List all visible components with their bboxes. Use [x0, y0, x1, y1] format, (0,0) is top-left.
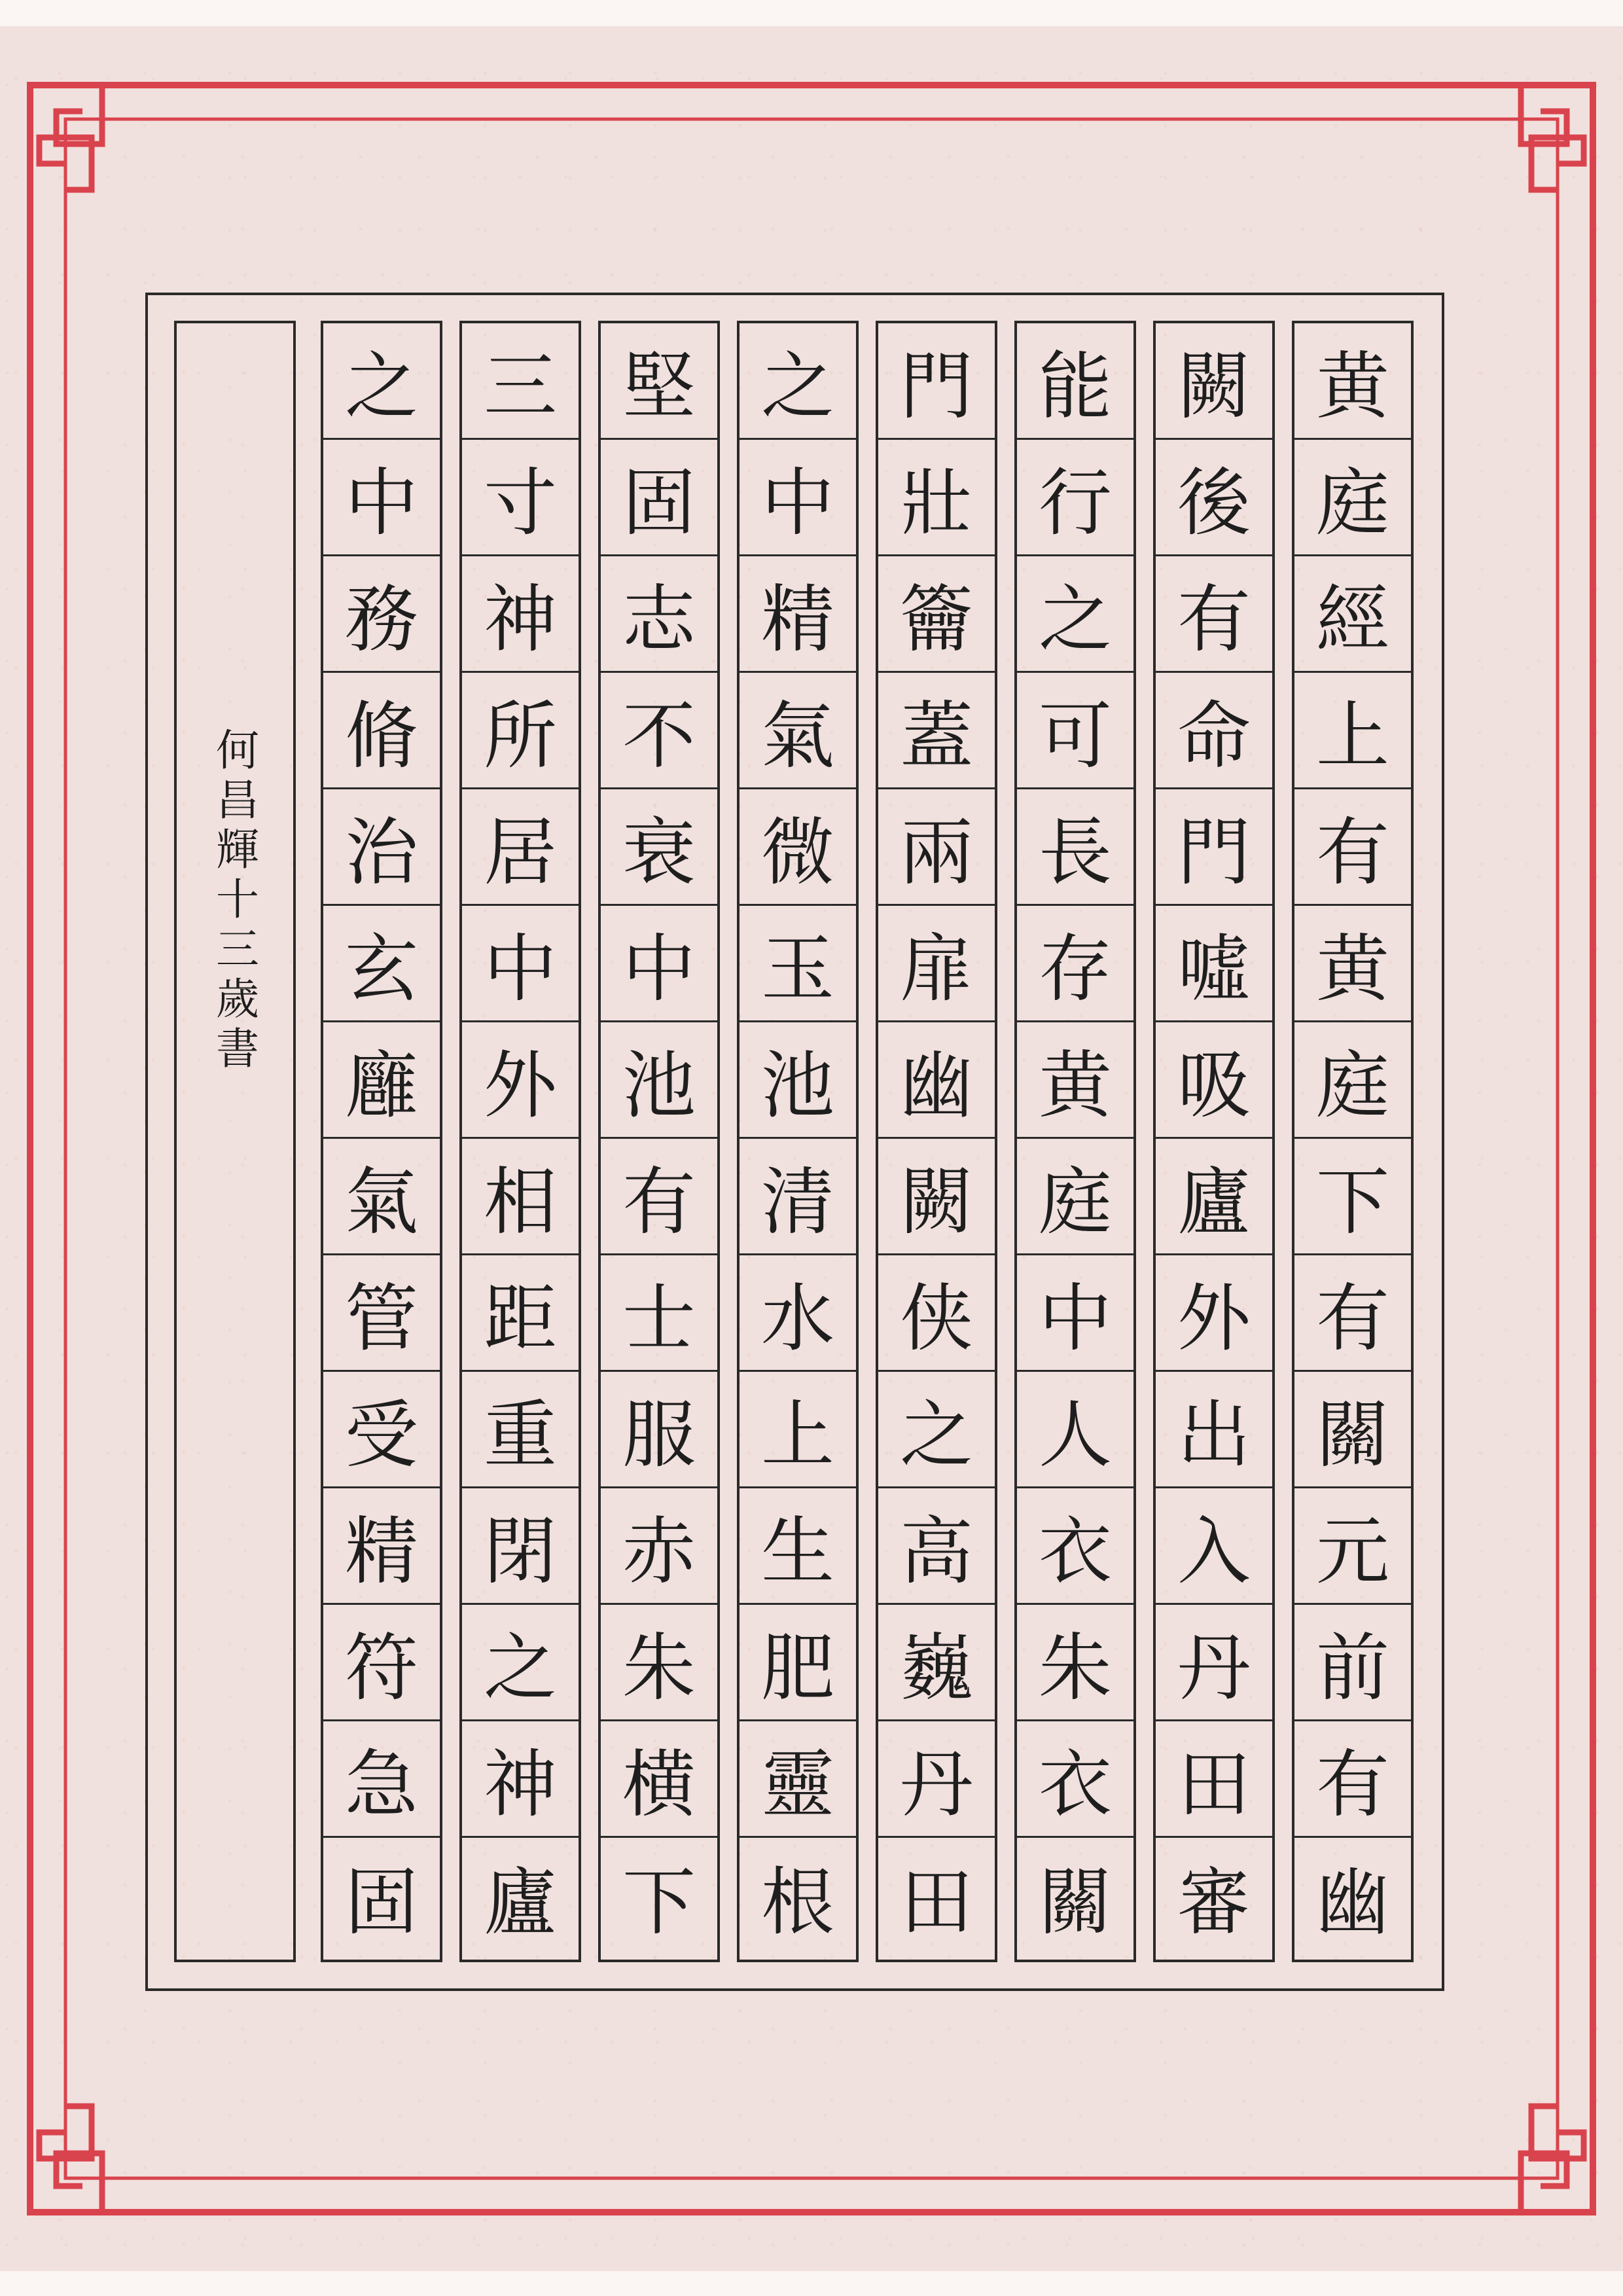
char-cell: 兩 [878, 789, 995, 906]
char-cell: 氣 [323, 1139, 440, 1255]
char-cell: 之 [1017, 556, 1133, 673]
char-cell: 噓 [1156, 906, 1272, 1022]
char-cell: 朱 [1017, 1605, 1133, 1721]
text-column-6 [598, 321, 720, 1962]
char-cell: 上 [740, 1372, 856, 1488]
text-column-3 [1014, 321, 1136, 1962]
char-cell: 蓋 [878, 673, 995, 789]
char-cell: 有 [601, 1139, 717, 1255]
char-cell: 前 [1294, 1605, 1411, 1721]
char-cell: 長 [1017, 789, 1133, 906]
char-cell: 中 [323, 440, 440, 556]
char-cell: 治 [323, 789, 440, 906]
char-cell: 衣 [1017, 1488, 1133, 1605]
char-cell: 衰 [601, 789, 717, 906]
char-cell: 符 [323, 1605, 440, 1721]
char-cell: 所 [462, 673, 579, 789]
char-cell: 生 [740, 1488, 856, 1605]
char-cell: 籥 [878, 556, 995, 673]
char-cell: 神 [462, 556, 579, 673]
char-cell: 庭 [1017, 1139, 1133, 1255]
char-cell: 士 [601, 1255, 717, 1372]
text-column-1 [1292, 321, 1414, 1962]
char-cell: 志 [601, 556, 717, 673]
char-cell: 可 [1017, 673, 1133, 789]
char-cell: 廬 [484, 1859, 557, 1945]
char-cell: 行 [1017, 440, 1133, 556]
char-cell: 田 [1156, 1721, 1272, 1838]
char-cell: 池 [740, 1022, 856, 1139]
char-cell: 固 [601, 440, 717, 556]
char-cell: 閉 [462, 1488, 579, 1605]
char-cell: 朱 [601, 1605, 717, 1721]
char-cell: 固 [345, 1859, 418, 1945]
char-cell: 精 [740, 556, 856, 673]
char-cell: 上 [1294, 673, 1411, 789]
char-cell: 之 [323, 323, 440, 440]
char-cell: 幽 [1316, 1859, 1389, 1945]
char-cell: 侠 [878, 1255, 995, 1372]
char-cell: 中 [462, 906, 579, 1022]
char-cell: 有 [1156, 556, 1272, 673]
char-cell: 庭 [1294, 1022, 1411, 1139]
char-cell: 黄 [1294, 323, 1411, 440]
char-cell: 務 [323, 556, 440, 673]
char-cell: 有 [1294, 1255, 1411, 1372]
char-cell: 廬 [1156, 1139, 1272, 1255]
char-cell: 黄 [1017, 1022, 1133, 1139]
char-cell: 中 [740, 440, 856, 556]
text-column-8 [321, 321, 442, 1962]
char-cell: 門 [1156, 789, 1272, 906]
char-cell: 不 [601, 673, 717, 789]
text-column-5 [737, 321, 859, 1962]
char-cell: 後 [1156, 440, 1272, 556]
char-cell: 高 [878, 1488, 995, 1605]
char-cell: 元 [1294, 1488, 1411, 1605]
char-cell: 之 [740, 323, 856, 440]
char-cell: 精 [323, 1488, 440, 1605]
char-cell: 之 [878, 1372, 995, 1488]
char-cell: 靈 [740, 1721, 856, 1838]
char-cell: 肥 [740, 1605, 856, 1721]
char-cell: 下 [1294, 1139, 1411, 1255]
char-cell: 存 [1017, 906, 1133, 1022]
char-cell: 巍 [878, 1605, 995, 1721]
char-cell: 急 [323, 1721, 440, 1838]
char-cell: 三 [462, 323, 579, 440]
char-cell: 清 [740, 1139, 856, 1255]
char-cell: 幽 [878, 1022, 995, 1139]
char-cell: 微 [740, 789, 856, 906]
char-cell: 有 [1294, 789, 1411, 906]
char-cell: 丹 [878, 1721, 995, 1838]
char-cell: 服 [601, 1372, 717, 1488]
char-cell: 中 [601, 906, 717, 1022]
char-cell: 管 [323, 1255, 440, 1372]
char-cell: 外 [462, 1022, 579, 1139]
char-cell: 廱 [323, 1022, 440, 1139]
char-cell: 赤 [601, 1488, 717, 1605]
char-cell: 闕 [878, 1139, 995, 1255]
char-cell: 池 [601, 1022, 717, 1139]
char-cell: 關 [1294, 1372, 1411, 1488]
char-cell: 有 [1294, 1721, 1411, 1838]
char-cell: 距 [462, 1255, 579, 1372]
char-cell: 横 [601, 1721, 717, 1838]
signature-text: 何昌輝十三歲書 [216, 725, 259, 1074]
char-cell: 氣 [740, 673, 856, 789]
char-cell: 脩 [323, 673, 440, 789]
char-cell: 玄 [323, 906, 440, 1022]
char-cell: 寸 [462, 440, 579, 556]
char-cell: 玉 [740, 906, 856, 1022]
char-cell: 田 [900, 1859, 973, 1945]
char-cell: 下 [622, 1859, 696, 1945]
char-cell: 經 [1294, 556, 1411, 673]
char-cell: 入 [1156, 1488, 1272, 1605]
char-cell: 相 [462, 1139, 579, 1255]
char-cell: 壯 [878, 440, 995, 556]
char-cell: 重 [462, 1372, 579, 1488]
char-cell: 根 [761, 1859, 834, 1945]
char-cell: 出 [1156, 1372, 1272, 1488]
char-cell: 門 [878, 323, 995, 440]
text-column-7 [459, 321, 581, 1962]
char-cell: 黄 [1294, 906, 1411, 1022]
char-cell: 丹 [1156, 1605, 1272, 1721]
char-cell: 居 [462, 789, 579, 906]
char-cell: 能 [1017, 323, 1133, 440]
char-cell: 關 [1039, 1859, 1112, 1945]
char-cell: 命 [1156, 673, 1272, 789]
char-cell: 衣 [1017, 1721, 1133, 1838]
text-column-4 [876, 321, 997, 1962]
char-cell: 受 [323, 1372, 440, 1488]
char-cell: 庭 [1294, 440, 1411, 556]
char-cell: 審 [1177, 1859, 1251, 1945]
char-cell: 堅 [601, 323, 717, 440]
char-cell: 扉 [878, 906, 995, 1022]
text-column-2 [1153, 321, 1275, 1962]
char-cell: 神 [462, 1721, 579, 1838]
char-cell: 人 [1017, 1372, 1133, 1488]
signature-column [174, 321, 296, 1962]
char-cell: 之 [462, 1605, 579, 1721]
char-cell: 外 [1156, 1255, 1272, 1372]
char-cell: 闕 [1156, 323, 1272, 440]
char-cell: 中 [1017, 1255, 1133, 1372]
char-cell: 吸 [1156, 1022, 1272, 1139]
char-cell: 水 [740, 1255, 856, 1372]
